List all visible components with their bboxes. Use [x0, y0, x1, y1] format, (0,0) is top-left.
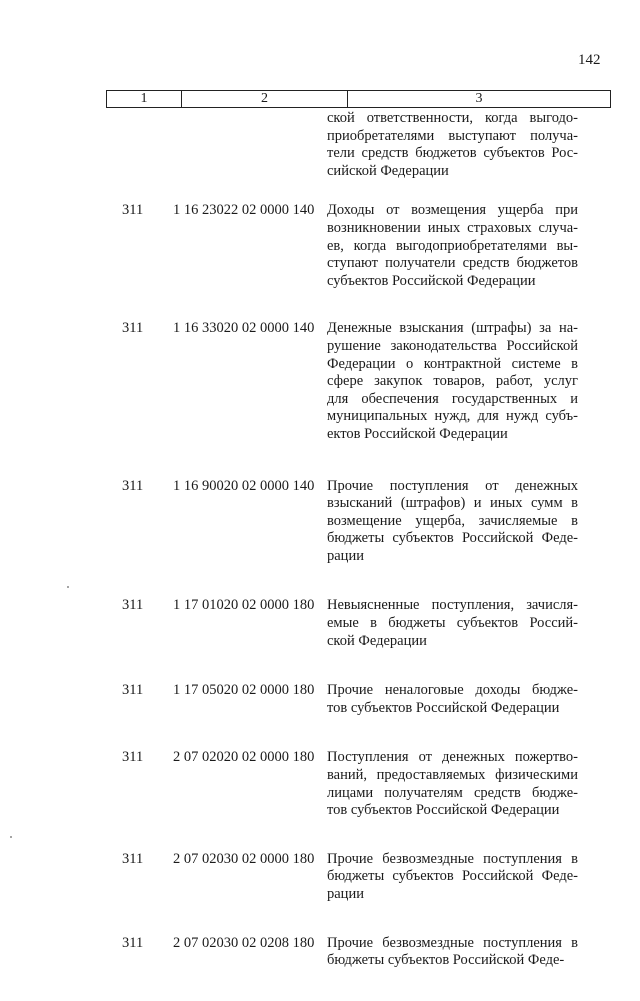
header-column-2: 2	[182, 91, 348, 107]
header-column-3: 3	[475, 91, 483, 106]
table-row	[0, 202, 640, 290]
description-line: бюджеты субъектов Российской Феде-	[327, 952, 565, 969]
description-line: ваний, предоставляемых физическими	[327, 767, 578, 784]
description-line: сфере закупок товаров, работ, услуг	[327, 373, 578, 390]
description-cell	[327, 202, 578, 290]
description-cell	[327, 851, 578, 904]
description-line: лицами получателям средств бюдже-	[327, 784, 578, 801]
revenue-code-cell: 2 07 02030 02 0208 180	[173, 934, 315, 951]
description-line: Прочие безвозмездные поступления в	[327, 850, 578, 867]
revenue-code-cell: 1 17 05020 02 0000 180	[173, 682, 315, 699]
description-line: Федерации о контрактной системе в	[327, 355, 578, 372]
description-cell	[327, 320, 578, 443]
admin-code-cell: 311	[122, 202, 144, 219]
description-cell	[327, 110, 578, 180]
description-line: рушение законодательства Российской	[327, 337, 578, 354]
table-row	[0, 478, 640, 566]
revenue-code-cell: 2 07 02030 02 0000 180	[173, 850, 315, 867]
description-line: рации	[327, 547, 364, 564]
revenue-code-cell: 1 16 33020 02 0000 140	[173, 320, 315, 337]
description-line: для обеспечения государственных и	[327, 390, 578, 407]
description-line: взысканий (штрафов) и иных сумм в	[327, 495, 578, 512]
description-cell	[327, 478, 578, 566]
description-line: ступают получатели средств бюджетов	[327, 255, 578, 272]
description-line: возникновении иных страховых случа-	[327, 219, 578, 236]
description-line: бюджеты субъектов Российской Феде-	[327, 868, 578, 885]
description-line: Невыясненные поступления, зачисля-	[327, 597, 578, 614]
table-row	[0, 597, 640, 650]
description-line: ской Федерации	[327, 632, 427, 649]
description-line: ской ответственности, когда выгодо-	[327, 110, 578, 126]
description-cell	[327, 597, 578, 650]
admin-code-cell: 311	[122, 320, 144, 337]
revenue-code-cell: 2 07 02020 02 0000 180	[173, 749, 315, 766]
table-header	[106, 90, 611, 108]
description-line: Прочие неналоговые доходы бюдже-	[327, 682, 578, 699]
header-column-1: 1	[107, 91, 182, 107]
scan-speck	[10, 836, 12, 838]
revenue-code-cell: 1 17 01020 02 0000 180	[173, 597, 315, 614]
description-line: ектов Российской Федерации	[327, 425, 508, 442]
admin-code-cell: 311	[122, 934, 144, 951]
table-body	[0, 110, 640, 1001]
description-line: Доходы от возмещения ущерба при	[327, 202, 578, 219]
description-line: муниципальных нужд, для нужд субъ-	[327, 408, 578, 425]
description-line: тов субъектов Российской Федерации	[327, 802, 560, 819]
description-line: Прочие поступления от денежных	[327, 477, 578, 494]
description-line: Поступления от денежных пожертво-	[327, 749, 578, 766]
description-line: емые в бюджеты субъектов Россий-	[327, 615, 578, 632]
page-number: 142	[578, 52, 601, 68]
table-row	[0, 320, 640, 443]
description-line: сийской Федерации	[327, 162, 449, 179]
admin-code-cell: 311	[122, 597, 144, 614]
revenue-code-cell: 1 16 23022 02 0000 140	[173, 202, 315, 219]
description-line: рации	[327, 886, 364, 902]
description-cell	[327, 682, 578, 717]
description-line: бюджеты субъектов Российской Феде-	[327, 530, 578, 547]
admin-code-cell: 311	[122, 850, 144, 867]
table-row	[0, 935, 640, 970]
admin-code-cell: 311	[122, 749, 144, 766]
table-row	[0, 749, 640, 819]
description-line: возмещение ущерба, зачисляемые в	[327, 512, 578, 529]
description-line: Денежные взыскания (штрафы) за на-	[327, 320, 578, 337]
description-line: тели средств бюджетов субъектов Рос-	[327, 145, 578, 162]
description-line: Прочие безвозмездные поступления в	[327, 934, 578, 951]
table-row	[0, 851, 640, 904]
revenue-code-cell: 1 16 90020 02 0000 140	[173, 477, 315, 494]
admin-code-cell: 311	[122, 477, 144, 494]
table-row-continuation	[0, 110, 640, 180]
description-line: приобретателями выступают получа-	[327, 127, 578, 144]
description-line: субъектов Российской Федерации	[327, 272, 536, 289]
description-cell	[327, 749, 578, 819]
description-cell	[327, 935, 578, 970]
description-line: ев, когда выгодоприобретателями вы-	[327, 237, 578, 254]
scan-speck	[67, 586, 69, 588]
admin-code-cell: 311	[122, 682, 144, 699]
table-row	[0, 682, 640, 717]
description-line: тов субъектов Российской Федерации	[327, 699, 560, 716]
